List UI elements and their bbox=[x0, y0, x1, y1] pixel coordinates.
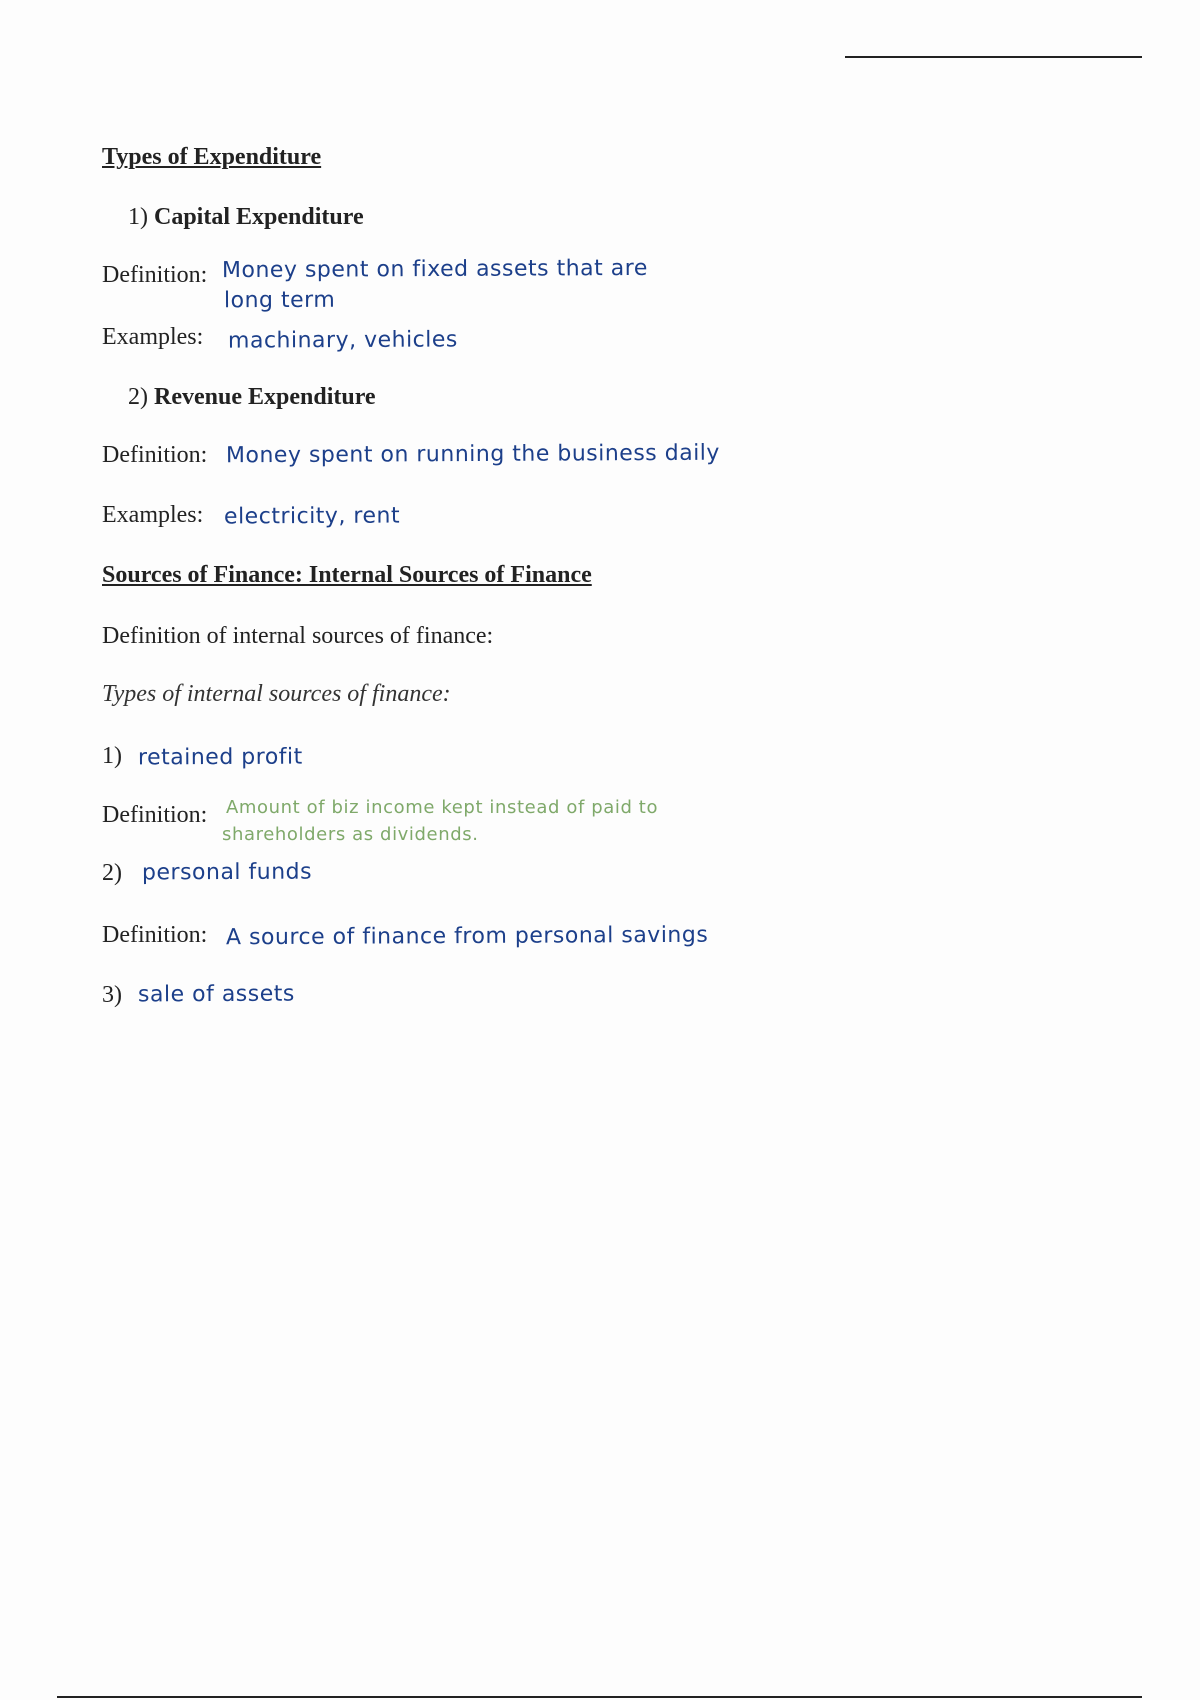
finance-heading: Sources of Finance: Internal Sources of Finance bbox=[102, 562, 592, 588]
revenue-definition: Money spent on running the business daily bbox=[225, 440, 720, 469]
capital-definition-label: Definition: bbox=[102, 262, 208, 288]
capital-number: 1) bbox=[128, 204, 148, 230]
footer-line bbox=[57, 1696, 1142, 1698]
item1-number: 1) bbox=[102, 743, 122, 769]
item2-name: personal funds bbox=[141, 859, 313, 886]
revenue-examples-label: Examples: bbox=[102, 502, 204, 528]
finance-types-prompt: Types of internal sources of finance: bbox=[102, 681, 451, 707]
capital-definition-line2: long term bbox=[223, 287, 336, 314]
item1-definition-line1: Amount of biz income kept instead of paid to bbox=[226, 797, 659, 818]
item3-number: 3) bbox=[102, 982, 122, 1008]
item2-number: 2) bbox=[102, 860, 122, 886]
revenue-number: 2) bbox=[128, 384, 148, 410]
revenue-definition-label: Definition: bbox=[102, 442, 208, 468]
revenue-title-text: Revenue Expenditure bbox=[154, 384, 376, 410]
revenue-examples: electricity, rent bbox=[223, 503, 401, 530]
item3-name: sale of assets bbox=[137, 981, 295, 1008]
expenditure-heading: Types of Expenditure bbox=[102, 144, 322, 170]
item1-definition-label: Definition: bbox=[102, 802, 208, 828]
capital-title-text: Capital Expenditure bbox=[154, 204, 364, 230]
finance-definition-prompt: Definition of internal sources of finance: bbox=[102, 623, 494, 649]
item2-definition-label: Definition: bbox=[102, 922, 208, 948]
capital-title bbox=[128, 204, 364, 231]
capital-examples: machinary, vehicles bbox=[227, 327, 458, 354]
item1-definition-line2: shareholders as dividends. bbox=[222, 824, 479, 845]
item2-definition: A source of finance from personal savings bbox=[225, 922, 709, 951]
capital-definition-line1: Money spent on fixed assets that are bbox=[221, 255, 648, 284]
revenue-title bbox=[128, 384, 376, 411]
name-line bbox=[845, 56, 1142, 58]
item1-name: retained profit bbox=[137, 744, 303, 771]
capital-examples-label: Examples: bbox=[102, 324, 204, 350]
